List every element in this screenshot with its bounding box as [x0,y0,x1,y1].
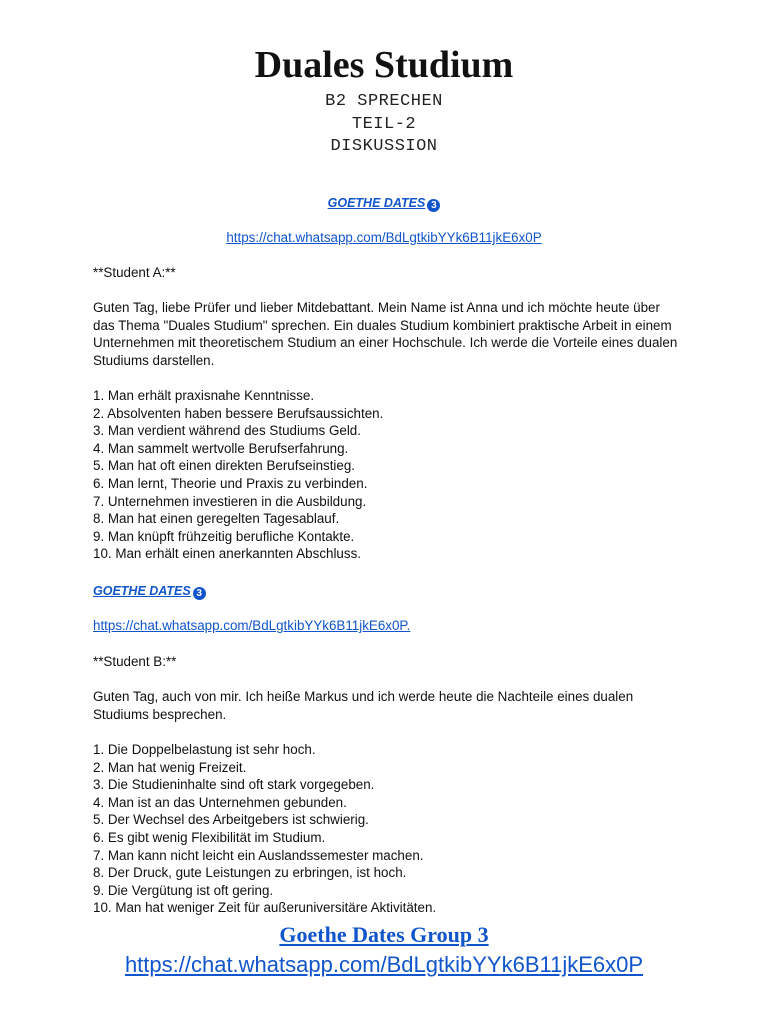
list-item: 10. Man hat weniger Zeit für außeruniversitäre Aktivitäten. [93,900,437,916]
number-circle-icon: 3 [427,199,440,212]
promo2-link-row[interactable] [93,617,683,635]
subtitle-line: TEIL-2 [351,114,417,134]
list-item: 6. Man lernt, Theorie und Praxis zu verbinden. [93,475,368,491]
student-a-list [93,387,683,563]
document-subtitle [0,91,768,159]
document-title: Duales Studium [254,44,514,86]
promo-brand[interactable] [0,194,768,213]
promo2-brand-text[interactable]: GOETHE DATES [93,584,191,598]
list-item: 2. Absolventen haben bessere Berufsaussichten. [93,405,384,421]
list-item: 5. Man hat oft einen direkten Berufseinstieg. [93,458,356,474]
subtitle-line: B2 SPRECHEN [325,92,443,111]
promo2-brand-link[interactable] [93,584,206,598]
list-item: 3. Man verdient während des Studiums Geld. [93,423,361,439]
subtitle-line: DISKUSSION [330,137,438,156]
list-item: 4. Man sammelt wertvolle Berufserfahrung. [93,440,349,456]
list-item: 10. Man erhält einen anerkannten Abschluss. [93,546,361,562]
student-b-intro: Guten Tag, auch von mir. Ich heiße Markus und ich werde heute die Nachteile eines dualen Studiums besprechen. [93,689,634,722]
list-item: 1. Man erhält praxisnahe Kenntnisse. [93,388,315,403]
list-item: 5. Der Wechsel des Arbeitgebers ist schwierig. [93,812,369,828]
list-item: 9. Die Vergütung ist oft gering. [93,882,274,898]
list-item: 7. Man kann nicht leicht ein Auslandssemester machen. [93,847,424,863]
whatsapp-link[interactable]: https://chat.whatsapp.com/BdLgtkibYYk6B11jkE6x0P. [93,618,411,633]
list-item: 9. Man knüpft frühzeitig berufliche Kontakte. [93,528,355,544]
whatsapp-link[interactable]: https://chat.whatsapp.com/BdLgtkibYYk6B11jkE6x0P [226,230,542,245]
promo-brand-link[interactable] [328,196,441,210]
list-item: 2. Man hat wenig Freizeit. [93,759,247,775]
list-item: 3. Die Studieninhalte sind oft stark vorgegeben. [93,777,375,793]
student-a-label: **Student A:** [93,265,176,280]
footer-whatsapp-link[interactable]: https://chat.whatsapp.com/BdLgtkibYYk6B11jkE6x0P [124,952,644,977]
promo-brand-text[interactable]: GOETHE DATES [327,196,426,210]
list-item: 1. Die Doppelbelastung ist sehr hoch. [93,742,316,757]
footer-group-title[interactable]: Goethe Dates Group 3 [279,922,489,947]
list-item: 4. Man ist an das Unternehmen gebunden. [93,794,347,810]
list-item: 7. Unternehmen investieren in die Ausbildung. [93,493,367,509]
list-item: 8. Man hat einen geregelten Tagesablauf. [93,511,340,527]
student-b-label: **Student B:** [93,654,177,669]
list-item: 6. Es gibt wenig Flexibilität im Studium. [93,829,326,845]
promo2-brand[interactable] [93,582,683,601]
list-item: 8. Der Druck, gute Leistungen zu erbringen, ist hoch. [93,865,407,881]
student-a-intro: Guten Tag, liebe Prüfer und lieber Mitdebattant. Mein Name ist Anna und ich möchte heute über das Thema "Duales Studium" sprechen. Ein duales Studium kombiniert praktische Arbeit in einem Unternehmen mit theoretischem Studium an einer Hochschule. Ich werde die Vorteile eines dualen Studiums darstellen. [93,300,678,368]
number-circle-icon: 3 [193,587,206,600]
student-b-list [93,741,683,917]
promo-link-row[interactable] [0,229,768,247]
